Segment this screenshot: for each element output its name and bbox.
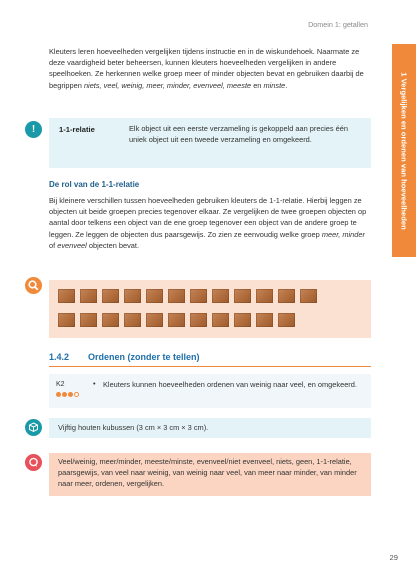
goal-bullet: • — [93, 379, 96, 388]
materials-text: Vijftig houten kubussen (3 cm × 3 cm × 3 cm). — [58, 423, 209, 432]
speech-bubble-icon — [25, 454, 42, 471]
blocks-row-top — [58, 289, 322, 303]
blocks-row-bottom — [58, 313, 300, 327]
wooden-cube-block — [256, 289, 273, 303]
magnifier-icon — [25, 277, 42, 294]
intro-text-mid: en — [251, 80, 264, 90]
role-term-last: evenveel — [57, 240, 87, 250]
wooden-cube-block — [146, 313, 163, 327]
role-text-end: objecten bevat. — [86, 240, 139, 250]
intro-text-end: . — [285, 80, 288, 90]
intro-paragraph — [49, 46, 369, 91]
definition-callout — [31, 118, 371, 168]
role-text-mid: of — [49, 240, 58, 250]
page-header-title: Domein 1: getallen — [308, 20, 368, 29]
chapter-side-tab-label: 1 Vergelijken en ordenen van hoeveelheden — [399, 71, 409, 230]
wooden-cube-block — [58, 313, 75, 327]
role-terms: meer, minder — [321, 229, 365, 239]
exclamation-icon: ! — [25, 121, 42, 138]
page-number: 29 — [389, 553, 398, 562]
vocabulary-box — [49, 453, 371, 496]
wooden-cube-block — [102, 313, 119, 327]
section-title: Ordenen (zonder te tellen) — [88, 352, 200, 362]
role-paragraph — [49, 195, 369, 251]
chapter-side-tab — [392, 44, 416, 257]
intro-terms: niets, veel, weinig, meer, minder, evenveel, meeste — [83, 80, 252, 90]
wooden-cube-block — [102, 289, 119, 303]
wooden-cube-block — [190, 289, 207, 303]
wooden-cube-block — [146, 289, 163, 303]
wooden-cube-block — [234, 289, 251, 303]
wooden-cube-block — [212, 289, 229, 303]
wooden-cube-block — [58, 289, 75, 303]
definition-term: 1-1-relatie — [59, 125, 95, 134]
materials-box — [49, 418, 371, 438]
vocabulary-text: Veel/weinig, meer/minder, meeste/minste, evenveel/niet evenveel, niets, geen, 1-1-relatie, paarsgewijs, van veel naar weinig, van weinig naar veel, van meer naar minder, van minder naar meer, ordenen, vergelijken. — [58, 457, 357, 489]
wooden-cube-block — [124, 313, 141, 327]
learning-goal-box — [49, 374, 371, 408]
blocks-illustration — [49, 280, 371, 338]
level-dot — [56, 392, 61, 397]
level-dot — [74, 392, 79, 397]
wooden-cube-block — [80, 289, 97, 303]
wooden-cube-block — [168, 289, 185, 303]
section-rule — [49, 366, 371, 367]
level-dot — [62, 392, 67, 397]
role-text: Bij kleinere verschillen tussen hoeveelheden gebruiken kleuters de 1-1-relatie. Hierbij leggen ze objecten uit beide groepen precies tegenover elkaar. Ze vergelijken de twee groepen objecten op aantal door telkens een object van de ene groep tegenover een object van de andere groep te leggen. Ze leggen de objecten dus paarsgewijs. Zo zien ze eenvoudig welke groep — [49, 196, 367, 239]
wooden-cube-block — [190, 313, 207, 327]
wooden-cube-block — [168, 313, 185, 327]
wooden-cube-block — [256, 313, 273, 327]
intro-text: Kleuters leren hoeveelheden vergelijken tijdens instructie en in de wiskundehoek. Naarmate ze deze vaardigheid beter beheersen, kunnen kleuters hoeveelheden vergelijken in andere speelhoeken. Ze herkennen welke groep meer of minder objecten bevat en gebruiken daarbij de begrippen — [49, 47, 364, 90]
level-dot — [68, 392, 73, 397]
wooden-cube-block — [278, 313, 295, 327]
goal-text: Kleuters kunnen hoeveelheden ordenen van weinig naar veel, en omgekeerd. — [103, 380, 357, 389]
wooden-cube-block — [300, 289, 317, 303]
wooden-cube-block — [278, 289, 295, 303]
wooden-cube-block — [80, 313, 97, 327]
wooden-cube-block — [212, 313, 229, 327]
wooden-cube-block — [234, 313, 251, 327]
cube-icon — [25, 419, 42, 436]
role-heading: De rol van de 1-1-relatie — [49, 180, 140, 189]
goal-level-dots — [56, 392, 80, 397]
intro-term-last: minste — [263, 80, 286, 90]
definition-text: Elk object uit een eerste verzameling is gekoppeld aan precies één uniek object uit een tweede verzameling en omgekeerd. — [129, 124, 348, 145]
wooden-cube-block — [124, 289, 141, 303]
goal-level: K2 — [56, 381, 65, 388]
section-number: 1.4.2 — [49, 352, 70, 362]
